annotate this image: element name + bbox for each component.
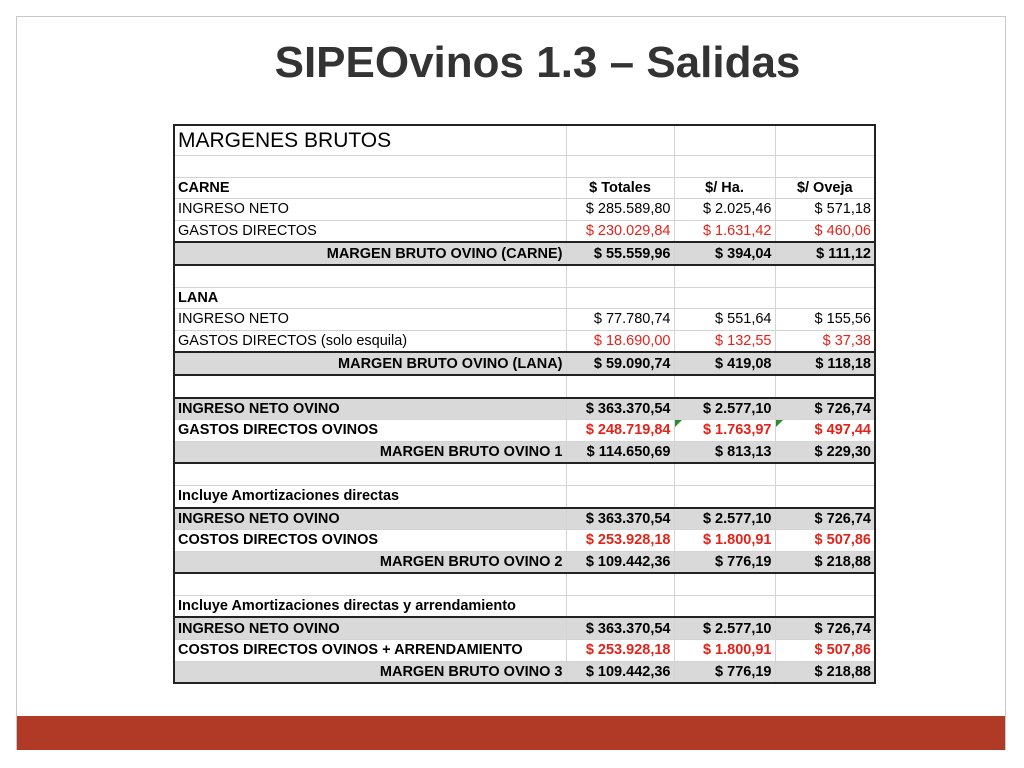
note-row [174, 595, 875, 617]
margenes-brutos-table [173, 124, 876, 684]
cell-ha: $ 132,55 [674, 330, 775, 352]
spacer-row [174, 375, 875, 398]
cell-totales: $ 285.589,80 [566, 199, 674, 221]
cell-oveja: $ 111,12 [775, 242, 875, 265]
row-label: COSTOS DIRECTOS OVINOS [174, 530, 566, 552]
section-lana-label: LANA [174, 287, 566, 309]
header-row [174, 177, 875, 199]
spacer-row [174, 265, 875, 287]
cell-oveja: $ 460,06 [775, 220, 875, 242]
cell-totales: $ 253.928,18 [566, 640, 674, 662]
table-row [174, 309, 875, 331]
spacer-row [174, 156, 875, 178]
section-row [174, 287, 875, 309]
cell-totales: $ 18.690,00 [566, 330, 674, 352]
cell-oveja: $ 229,30 [775, 441, 875, 463]
cell-oveja: $ 497,44 [775, 420, 875, 442]
cell-oveja: $ 37,38 [775, 330, 875, 352]
table-row [174, 617, 875, 639]
cell-oveja: $ 507,86 [775, 530, 875, 552]
table-row [174, 420, 875, 442]
cell-oveja: $ 118,18 [775, 352, 875, 375]
section-carne-label: CARNE [174, 177, 566, 199]
row-label: INGRESO NETO [174, 309, 566, 331]
cell-oveja: $ 218,88 [775, 551, 875, 573]
cell-ha: $ 2.577,10 [674, 398, 775, 420]
cell-oveja: $ 507,86 [775, 640, 875, 662]
cell-oveja: $ 726,74 [775, 508, 875, 530]
table-row [174, 330, 875, 352]
cell-oveja: $ 218,88 [775, 661, 875, 683]
row-label: MARGEN BRUTO OVINO 2 [174, 551, 566, 573]
margin-row-2 [174, 551, 875, 573]
row-label: MARGEN BRUTO OVINO 3 [174, 661, 566, 683]
cell-ha: $ 776,19 [674, 551, 775, 573]
cell-totales: $ 253.928,18 [566, 530, 674, 552]
row-label: MARGEN BRUTO OVINO (CARNE) [174, 242, 566, 265]
table-row [174, 220, 875, 242]
note-amortizaciones-arrendamiento: Incluye Amortizaciones directas y arrendamiento [174, 595, 566, 617]
table-row [174, 199, 875, 221]
slide-title: SIPEOvinos 1.3 – Salidas [274, 38, 801, 87]
cell-ha: $ 551,64 [674, 309, 775, 331]
margin-row-1 [174, 441, 875, 463]
cell-totales: $ 248.719,84 [566, 420, 674, 442]
margin-row-carne [174, 242, 875, 265]
row-label: INGRESO NETO OVINO [174, 617, 566, 639]
col-header-totales: $ Totales [566, 177, 674, 199]
cell-totales: $ 363.370,54 [566, 508, 674, 530]
note-amortizaciones: Incluye Amortizaciones directas [174, 485, 566, 507]
cell-oveja: $ 726,74 [775, 398, 875, 420]
footer-accent-bar [17, 716, 1005, 750]
note-row [174, 485, 875, 507]
cell-totales: $ 363.370,54 [566, 617, 674, 639]
table-row [174, 398, 875, 420]
cell-totales: $ 109.442,36 [566, 551, 674, 573]
table-title: MARGENES BRUTOS [174, 125, 566, 156]
table-row [174, 530, 875, 552]
row-label: MARGEN BRUTO OVINO (LANA) [174, 352, 566, 375]
cell-ha: $ 2.025,46 [674, 199, 775, 221]
cell-totales: $ 59.090,74 [566, 352, 674, 375]
cell-totales: $ 230.029,84 [566, 220, 674, 242]
row-label: INGRESO NETO OVINO [174, 508, 566, 530]
margin-row-lana [174, 352, 875, 375]
cell-totales: $ 77.780,74 [566, 309, 674, 331]
cell-ha: $ 1.631,42 [674, 220, 775, 242]
table-title-row [174, 125, 875, 156]
cell-oveja: $ 726,74 [775, 617, 875, 639]
row-label: GASTOS DIRECTOS (solo esquila) [174, 330, 566, 352]
row-label: INGRESO NETO [174, 199, 566, 221]
cell-ha: $ 394,04 [674, 242, 775, 265]
cell-oveja: $ 571,18 [775, 199, 875, 221]
row-label: INGRESO NETO OVINO [174, 398, 566, 420]
spacer-row [174, 463, 875, 485]
row-label: GASTOS DIRECTOS [174, 220, 566, 242]
cell-ha: $ 1.763,97 [674, 420, 775, 442]
table-row [174, 640, 875, 662]
table-row [174, 508, 875, 530]
cell-ha: $ 2.577,10 [674, 508, 775, 530]
col-header-oveja: $/ Oveja [775, 177, 875, 199]
col-header-ha: $/ Ha. [674, 177, 775, 199]
cell-oveja: $ 155,56 [775, 309, 875, 331]
row-label: GASTOS DIRECTOS OVINOS [174, 420, 566, 442]
cell-ha: $ 776,19 [674, 661, 775, 683]
cell-ha: $ 813,13 [674, 441, 775, 463]
cell-totales: $ 55.559,96 [566, 242, 674, 265]
margin-row-3 [174, 661, 875, 683]
row-label: COSTOS DIRECTOS OVINOS + ARRENDAMIENTO [174, 640, 566, 662]
cell-ha: $ 1.800,91 [674, 530, 775, 552]
cell-totales: $ 114.650,69 [566, 441, 674, 463]
cell-ha: $ 1.800,91 [674, 640, 775, 662]
spacer-row [174, 573, 875, 595]
cell-totales: $ 109.442,36 [566, 661, 674, 683]
row-label: MARGEN BRUTO OVINO 1 [174, 441, 566, 463]
cell-ha: $ 419,08 [674, 352, 775, 375]
cell-totales: $ 363.370,54 [566, 398, 674, 420]
cell-ha: $ 2.577,10 [674, 617, 775, 639]
